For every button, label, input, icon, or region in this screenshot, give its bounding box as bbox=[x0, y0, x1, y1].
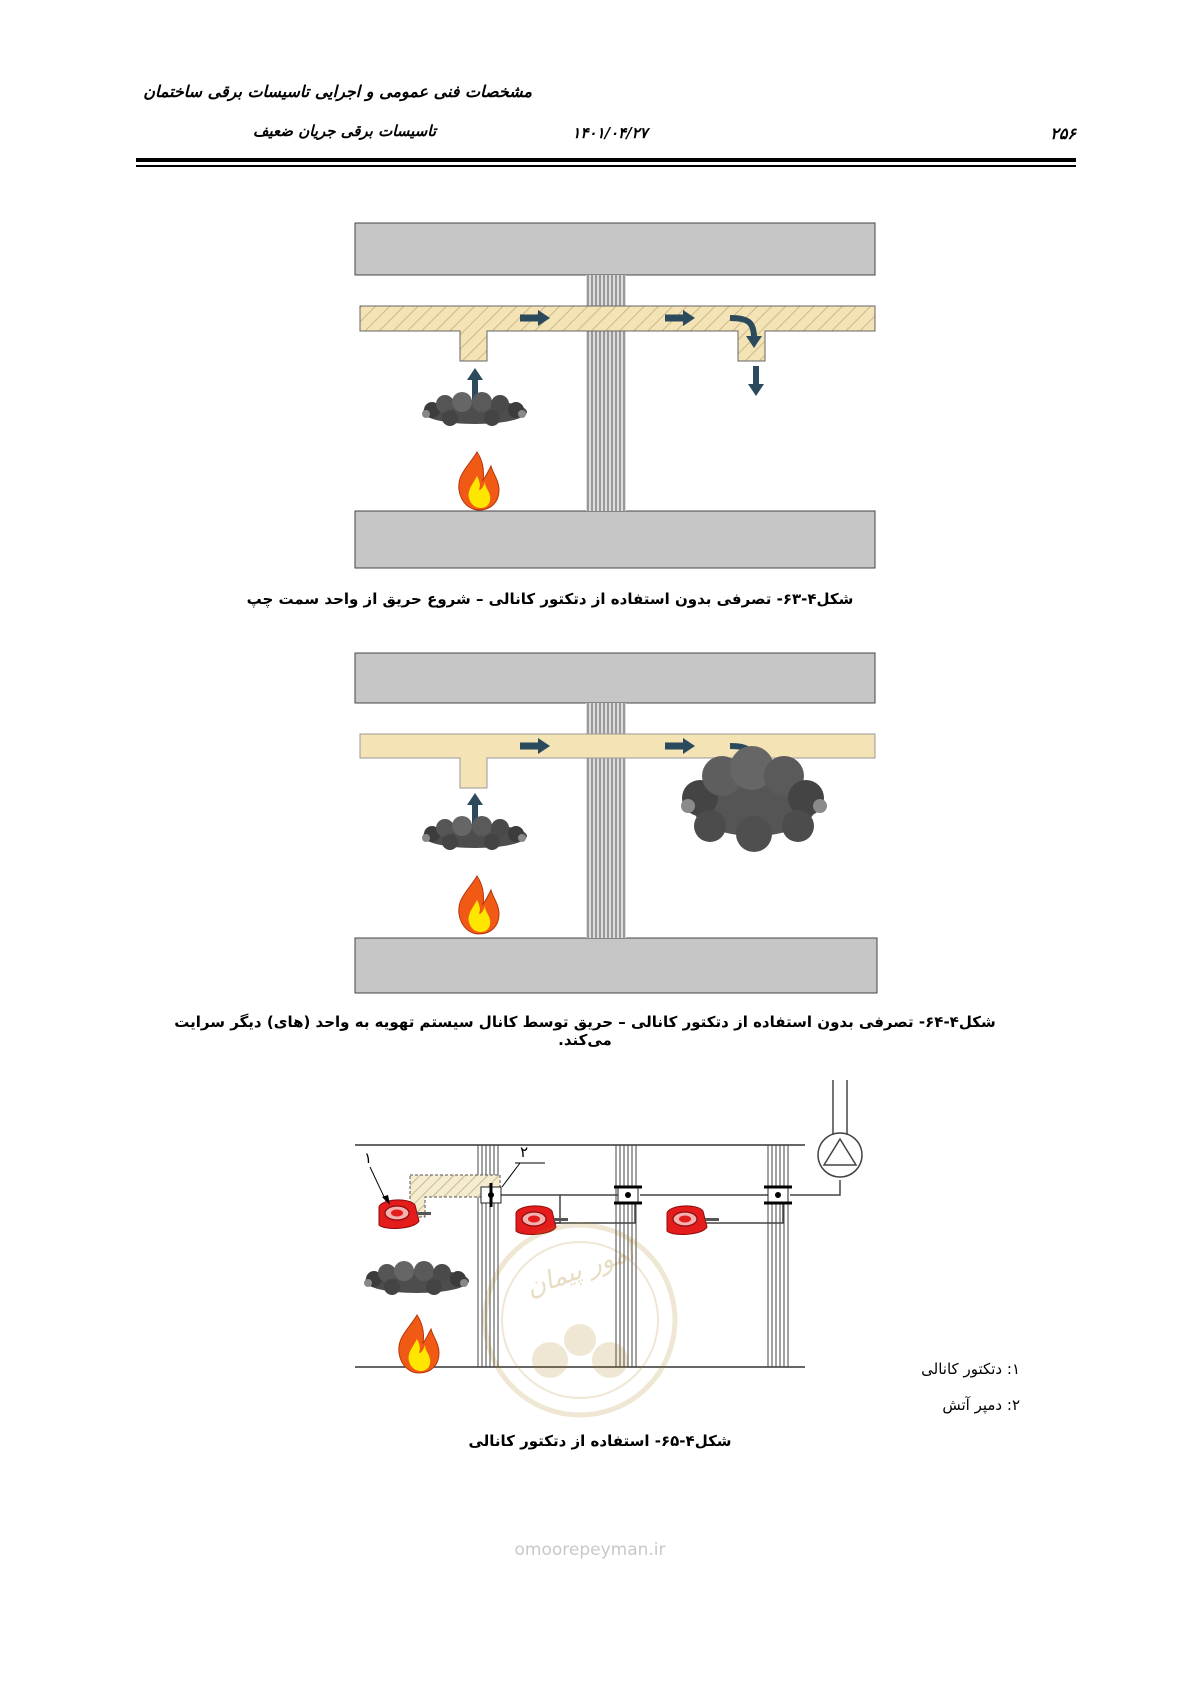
callout-2: ۲ bbox=[520, 1143, 529, 1161]
header-rule-thick bbox=[136, 158, 1076, 162]
figure-65-caption: شکل۴-۶۵- استفاده از دتکتور کانالی bbox=[468, 1432, 732, 1450]
legend-item-2: ۲: دمپر آتش bbox=[942, 1396, 1020, 1414]
figure-63-caption: شکل۴-۶۳- تصرفی بدون استفاده از دتکتور کانالی – شروع حریق از واحد سمت چپ bbox=[246, 590, 854, 608]
legend-item-1: ۱: دتکتور کانالی bbox=[921, 1360, 1020, 1378]
callout-1: ۱ bbox=[364, 1149, 373, 1167]
smoke-cloud bbox=[364, 1261, 469, 1295]
figure-63-diagram bbox=[350, 218, 880, 573]
page-number: ۲۵۶ bbox=[1050, 124, 1076, 143]
flame-icon bbox=[459, 876, 499, 934]
fire-damper bbox=[764, 1187, 792, 1203]
section-subtitle: تاسیسات برقی جریان ضعیف bbox=[252, 122, 436, 140]
figure-64-diagram bbox=[350, 648, 880, 996]
fire-damper bbox=[481, 1183, 501, 1207]
flame-icon bbox=[399, 1315, 439, 1373]
smoke-cloud bbox=[422, 816, 527, 850]
ventilation-fan bbox=[818, 1080, 862, 1177]
large-smoke-cloud bbox=[681, 746, 827, 852]
header-rule-thin bbox=[136, 165, 1076, 167]
smoke-cloud bbox=[422, 392, 527, 426]
figure-64-caption: شکل۴-۶۴- تصرفی بدون استفاده از دتکتور کانالی – حریق توسط کانال سیستم تهویه به واحد (های) دیگر سرایت می‌کند. bbox=[174, 1013, 996, 1049]
fire-damper bbox=[614, 1187, 642, 1203]
flame-icon bbox=[459, 452, 499, 510]
lower-slab bbox=[355, 511, 875, 568]
upper-slab bbox=[355, 223, 875, 275]
upper-slab bbox=[355, 653, 875, 703]
down-arrow bbox=[748, 366, 764, 396]
document-title: مشخصات فنی عمومی و اجرایی تاسیسات برقی ساختمان bbox=[143, 82, 532, 101]
lower-slab bbox=[355, 938, 877, 993]
revision-date: ۱۴۰۱/۰۴/۲۷ bbox=[572, 124, 648, 142]
watermark-logo-text: امور پیمان bbox=[521, 1236, 639, 1304]
watermark-url: omoorepeyman.ir bbox=[514, 1540, 666, 1560]
